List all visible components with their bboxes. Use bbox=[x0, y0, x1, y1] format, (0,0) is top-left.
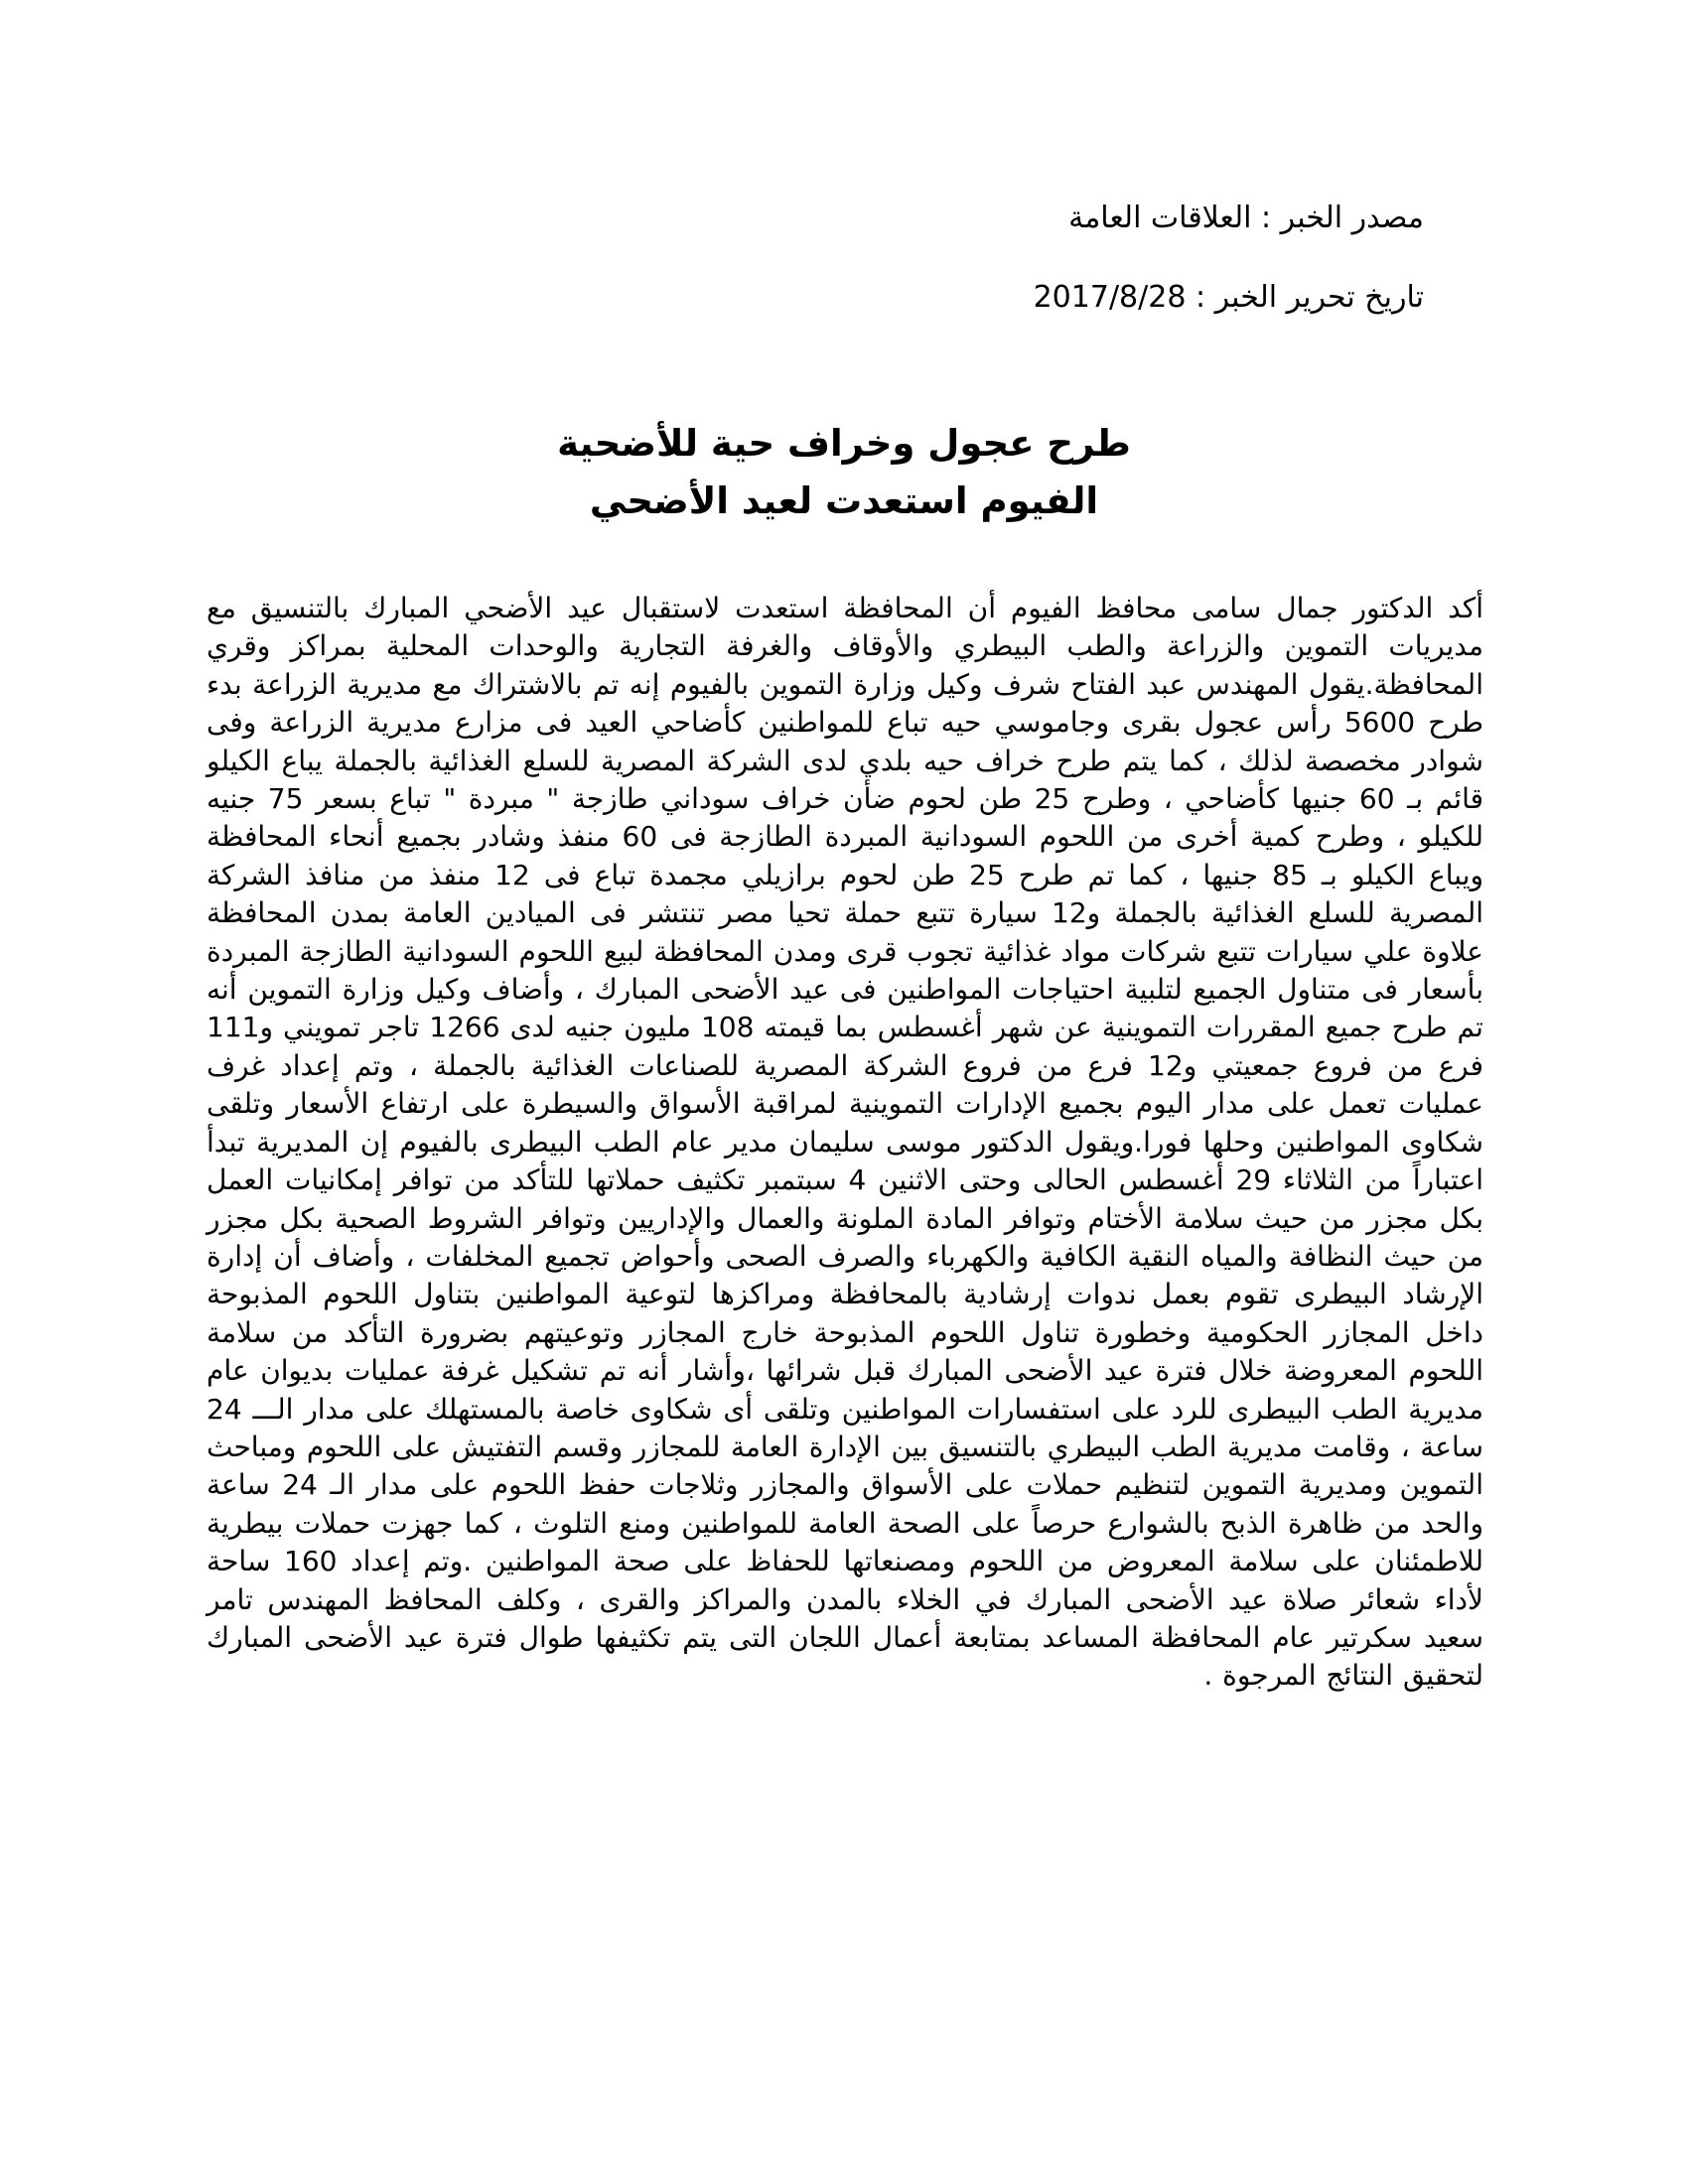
news-source-line: مصدر الخبر : العلاقات العامة bbox=[1068, 201, 1424, 235]
article-body: أكد الدكتور جمال سامى محافظ الفيوم أن المحافظة استعدت لاستقبال عيد الأضحي المبارك بالتنسيق مع مديريات التموين والزراعة والطب البيطري والأوقاف والغرفة التجارية والوحدات المحلية بمراكز وقري المحافظة.يقول المهندس عبد الفتاح شرف وكيل وزارة التموين بالفيوم إنه تم بالاشتراك مع مديرية الزراعة بدء طرح 5600 رأس عجول بقرى وجاموسي حيه تباع للمواطنين كأضاحي العيد فى مزارع مديرية الزراعة وفى شوادر مخصصة لذلك ، كما يتم طرح خراف حيه بلدي لدى الشركة المصرية للسلع الغذائية بالجملة يباع الكيلو قائم بـ 60 جنيها كأضاحي ، وطرح 25 طن لحوم ضأن خراف سوداني طازجة " مبردة " تباع بسعر 75 جنيه للكيلو ، وطرح كمية أخرى من اللحوم السودانية المبردة الطازجة فى 60 منفذ وشادر بجميع أنحاء المحافظة ويباع الكيلو بـ 85 جنيها ، كما تم طرح 25 طن لحوم برازيلي مجمدة تباع فى 12 منفذ من منافذ الشركة المصرية للسلع الغذائية بالجملة و12 سيارة تتبع حملة تحيا مصر تنتشر فى الميادين العامة بمدن المحافظة علاوة علي سيارات تتبع شركات مواد غذائية تجوب قرى ومدن المحافظة لبيع اللحوم السودانية الطازجة المبردة بأسعار فى متناول الجميع لتلبية احتياجات المواطنين فى عيد الأضحى المبارك ، وأضاف وكيل وزارة التموين أنه تم طرح جميع المقررات التموينية عن شهر أغسطس بما قيمته 108 مليون جنيه لدى 1266 تاجر تمويني و111 فرع من فروع جمعيتي و12 فرع من فروع الشركة المصرية للصناعات الغذائية بالجملة ، وتم إعداد غرف عمليات تعمل على مدار اليوم بجميع الإدارات التموينية لمراقبة الأسواق والسيطرة على ارتفاع الأسعار وتلقى شكاوى المواطنين وحلها فورا.ويقول الدكتور موسى سليمان مدير عام الطب البيطرى بالفيوم إن المديرية تبدأ اعتباراً من الثلاثاء 29 أغسطس الحالى وحتى الاثنين 4 سبتمبر تكثيف حملاتها للتأكد من توافر إمكانيات العمل بكل مجزر من حيث سلامة الأختام وتوافر المادة الملونة والعمال والإداريين وتوافر الشروط الصحية بكل مجزر من حيث النظافة والمياه النقية الكافية والكهرباء والصرف الصحى وأحواض تجميع المخلفات ، وأضاف أن إدارة الإرشاد البيطرى تقوم بعمل ندوات إرشادية بالمحافظة ومراكزها لتوعية المواطنين بتناول اللحوم المذبوحة داخل المجازر الحكومية وخطورة تناول اللحوم المذبوحة خارج المجازر وتوعيتهم بضرورة التأكد من سلامة اللحوم المعروضة خلال فترة عيد الأضحى المبارك قبل شرائها ،وأشار أنه تم تشكيل غرفة عمليات بديوان عام مديرية الطب البيطرى للرد على استفسارات المواطنين وتلقى أى شكاوى خاصة بالمستهلك على مدار الـــ 24 ساعة ، وقامت مديرية الطب البيطري بالتنسيق بين الإدارة العامة للمجازر وقسم التفتيش على اللحوم ومباحث التموين ومديرية التموين لتنظيم حملات على الأسواق والمجازر وثلاجات حفظ اللحوم على مدار الـ 24 ساعة والحد من ظاهرة الذبح بالشوارع حرصاً على الصحة العامة للمواطنين ومنع التلوث ، كما جهزت حملات بيطرية للاطمئنان على سلامة المعروض من اللحوم ومصنعاتها للحفاظ على صحة المواطنين .وتم إعداد 160 ساحة لأداء شعائر صلاة عيد الأضحى المبارك في الخلاء بالمدن والمراكز والقرى ، وكلف المحافظ المهندس تامر سعيد سكرتير عام المحافظة المساعد بمتابعة أعمال اللجان التى يتم تكثيفها طوال فترة عيد الأضحى المبارك لتحقيق النتائج المرجوة . bbox=[207, 592, 1484, 1693]
headline-secondary: الفيوم استعدت لعيد الأضحي bbox=[589, 479, 1099, 522]
news-date-value: 2017/8/28 bbox=[1033, 280, 1187, 315]
news-date-line bbox=[431, 278, 1424, 318]
news-date-label: تاريخ تحرير الخبر : bbox=[1195, 280, 1424, 315]
headline-primary: طرح عجول وخراف حية للأضحية bbox=[557, 422, 1131, 465]
